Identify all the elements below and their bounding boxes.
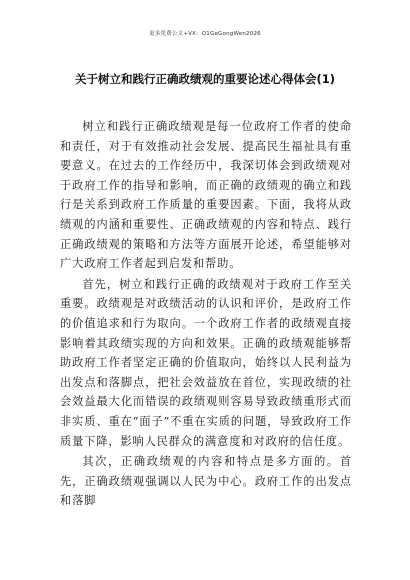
paragraph-3: 其次，正确政绩观的内容和特点是多方面的。首先，正确政绩观强调以人民为中心。政府工作的出发点和落脚 xyxy=(60,455,352,508)
document-body xyxy=(60,117,352,512)
paragraph-1: 树立和践行正确政绩观是每一位政府工作者的使命和责任，对于有效推动社会发展、提高民生福祉具有重要意义。在过去的工作经历中，我深切体会到政绩观对于政府工作的指导和影响，而正确的政绩观的确立和践行是关系到政府工作质量的重要因素。下面，我将从政绩观的内涵和重要性、正确政绩观的内容和特点、践行正确政绩观的策略和方法等方面展开论述，希望能够对广大政府工作者起到启发和帮助。 xyxy=(60,120,352,271)
document-title: 关于树立和践行正确政绩观的重要论述心得体会(1) xyxy=(74,72,335,86)
header-note: 更多免费公文+VX：Q1GeGongWen2026 xyxy=(149,31,261,37)
paragraph-2: 首先，树立和践行正确的政绩观对于政府工作至关重要。政绩观是对政绩活动的认识和评价，是政府工作的价值追求和行为取向。一个政府工作者的政绩观直接影响着其政绩实现的方向和效果。正确的政绩观能够帮助政府工作者坚定正确的价值取向，始终以人民利益为出发点和落脚点，把社会效益放在首位，实现政绩的社会效益最大化而错误的政绩观则容易导致政绩重形式而非实质、重在“面子”不重在实质的问题，导致政府工作质量下降，影响人民群众的满意度和对政府的信任度。 xyxy=(60,277,352,448)
